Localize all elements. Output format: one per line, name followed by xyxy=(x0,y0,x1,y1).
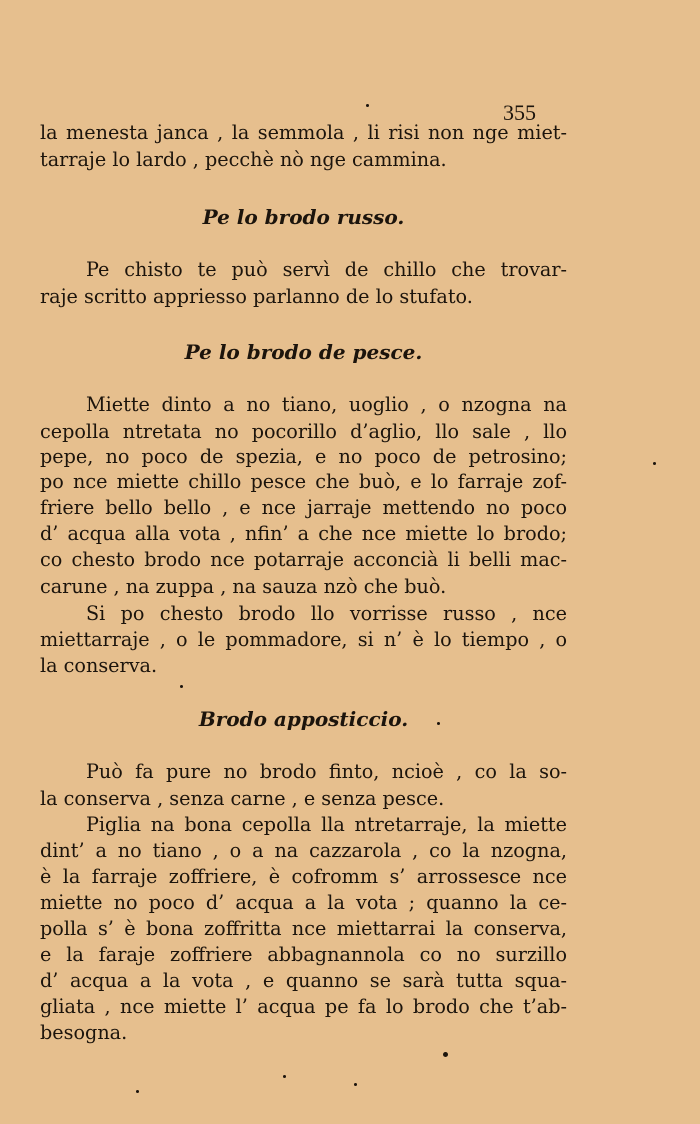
text-line: d’ acqua alla vota , nfin’ a che nce miette lo brodo; xyxy=(40,522,567,545)
text-line: co chesto brodo nce potarraje acconcià li belli mac- xyxy=(40,548,567,571)
print-speck xyxy=(653,462,656,465)
text-line: raje scritto appriesso parlanno de lo stufato. xyxy=(40,285,473,308)
text-line: besogna. xyxy=(40,1021,128,1044)
text-line: Si po chesto brodo llo vorrisse russo , nce xyxy=(86,602,567,625)
text-line: friere bello bello , e nce jarraje mettendo no poco xyxy=(40,496,567,519)
print-speck xyxy=(136,1090,139,1093)
text-line: po nce miette chillo pesce che buò, e lo farraje zof- xyxy=(40,470,567,493)
section-heading: Brodo apposticcio. xyxy=(198,707,409,731)
text-line: Pe chisto te può servì de chillo che trovar- xyxy=(86,258,567,281)
section-heading: Pe lo brodo russo. xyxy=(202,205,405,229)
section-heading: Pe lo brodo de pesce. xyxy=(184,340,423,364)
text-line: cepolla ntretata no pocorillo d’aglio, llo sale , llo xyxy=(40,420,567,443)
print-speck xyxy=(443,1052,448,1057)
print-speck xyxy=(366,104,369,107)
print-speck xyxy=(283,1075,286,1078)
print-speck xyxy=(354,1083,357,1086)
text-line: la conserva. xyxy=(40,654,158,677)
print-speck xyxy=(180,685,183,688)
text-line: la menesta janca , la semmola , li risi non nge miet- xyxy=(40,121,567,144)
text-line: carune , na zuppa , na sauza nzò che buò. xyxy=(40,575,447,598)
text-line: d’ acqua a la vota , e quanno se sarà tutta squa- xyxy=(40,969,567,992)
text-line: è la farraje zoffriere, è cofromm s’ arrossesce nce xyxy=(40,865,567,888)
text-line: polla s’ è bona zoffritta nce miettarrai la conserva, xyxy=(40,917,567,940)
text-line: tarraje lo lardo , pecchè nò nge cammina. xyxy=(40,148,447,171)
text-line: miette no poco d’ acqua a la vota ; quanno la ce- xyxy=(40,891,567,914)
text-line: Può fa pure no brodo finto, ncioè , co la so- xyxy=(86,760,567,783)
text-line: gliata , nce miette l’ acqua pe fa lo brodo che t’ab- xyxy=(40,995,567,1018)
text-line: la conserva , senza carne , e senza pesce. xyxy=(40,787,445,810)
text-line: Miette dinto a no tiano, uoglio , o nzogna na xyxy=(86,393,567,416)
text-line: miettarraje , o le pommadore, si n’ è lo tiempo , o xyxy=(40,628,567,651)
text-line: dint’ a no tiano , o a na cazzarola , co la nzogna, xyxy=(40,839,567,862)
page-number: 355 xyxy=(503,100,536,125)
text-line: Piglia na bona cepolla lla ntretarraje, la miette xyxy=(86,813,567,836)
text-line: pepe, no poco de spezia, e no poco de petrosino; xyxy=(40,445,567,468)
print-speck xyxy=(437,722,440,725)
text-line: e la faraje zoffriere abbagnannola co no surzillo xyxy=(40,943,567,966)
